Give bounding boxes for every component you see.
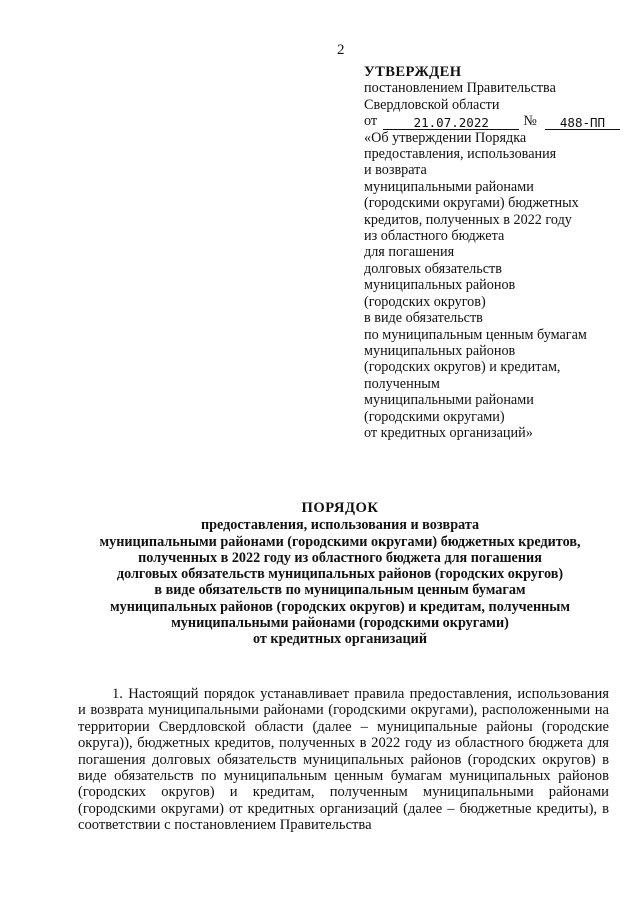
document-title-block bbox=[60, 500, 620, 648]
title-line: муниципальными районами (городскими округами) bbox=[171, 615, 509, 632]
approval-subject-line: (городских округов) bbox=[364, 293, 486, 310]
approval-subject-line: кредитов, полученных в 2022 году bbox=[364, 211, 572, 228]
paragraph-1: 1. Настоящий порядок устанавливает правила предоставления, использования и возврата муниципальными районами (городскими округами), расположенными на территории Свердловской области (далее – муниципальные районы (городские округа)), бюджетных кредитов, полученных в 2022 году из областного бюджета для погашения долговых обязательств муниципальных районов (городских округов) в виде обязательств по муниципальным ценным бумагам муниципальных районов (городских округов) и кредитам, полученным муниципальными районами (городскими округами) от кредитных организаций (далее – бюджетные кредиты), в соответствии с постановлением Правительства bbox=[78, 686, 609, 834]
approval-subject-line: муниципальных районов bbox=[364, 342, 516, 359]
approval-subject-line: «Об утверждении Порядка bbox=[364, 129, 527, 146]
approval-subject-line: и возврата bbox=[364, 162, 427, 179]
title-line: в виде обязательств по муниципальным ценным бумагам bbox=[154, 582, 526, 599]
title-line: предоставления, использования и возврата bbox=[200, 517, 480, 534]
approval-subject-line: в виде обязательств bbox=[364, 310, 483, 327]
date-prefix: от bbox=[364, 113, 378, 130]
title-line: от кредитных организаций bbox=[253, 631, 427, 648]
approval-line: Свердловской области bbox=[364, 96, 500, 113]
approval-subject-line: муниципальными районами bbox=[364, 178, 534, 195]
approval-subject-line: (городских округов) и кредитам, bbox=[364, 359, 561, 376]
approval-subject-line: предоставления, использования bbox=[364, 146, 557, 163]
approval-subject-line: муниципальными районами bbox=[364, 392, 534, 409]
title-line: полученных в 2022 году из областного бюджета для погашения bbox=[138, 549, 542, 566]
approval-subject-line: из областного бюджета bbox=[364, 228, 505, 245]
title-line: муниципальными районами (городскими округами) бюджетных кредитов, bbox=[99, 533, 581, 550]
page-number: 2 bbox=[337, 42, 345, 58]
approval-subject-line: полученным bbox=[364, 375, 440, 392]
approval-subject-line: для погашения bbox=[364, 244, 455, 261]
approval-number-field: 488-ПП bbox=[545, 116, 620, 130]
number-label: № bbox=[523, 113, 537, 130]
approval-subject-line: (городскими округами) бюджетных bbox=[364, 195, 579, 212]
approval-line: постановлением Правительства bbox=[364, 80, 556, 97]
approval-date-number-line bbox=[364, 113, 620, 129]
document-title: ПОРЯДОК bbox=[301, 500, 379, 516]
approval-subject-line: от кредитных организаций» bbox=[364, 424, 533, 441]
approval-subject-line: долговых обязательств bbox=[364, 260, 502, 277]
approval-subject-line: муниципальных районов bbox=[364, 277, 516, 294]
approval-subject-line: по муниципальным ценным бумагам bbox=[364, 326, 587, 343]
approval-heading: УТВЕРЖДЕН bbox=[364, 64, 462, 80]
approval-date-field: 21.07.2022 bbox=[383, 116, 519, 130]
body-text bbox=[78, 686, 609, 834]
title-line: муниципальных районов (городских округов) и кредитам, полученным bbox=[109, 598, 571, 615]
approval-block bbox=[364, 64, 620, 441]
title-line: долговых обязательств муниципальных районов (городских округов) bbox=[116, 566, 564, 583]
approval-subject-line: (городскими округами) bbox=[364, 408, 505, 425]
